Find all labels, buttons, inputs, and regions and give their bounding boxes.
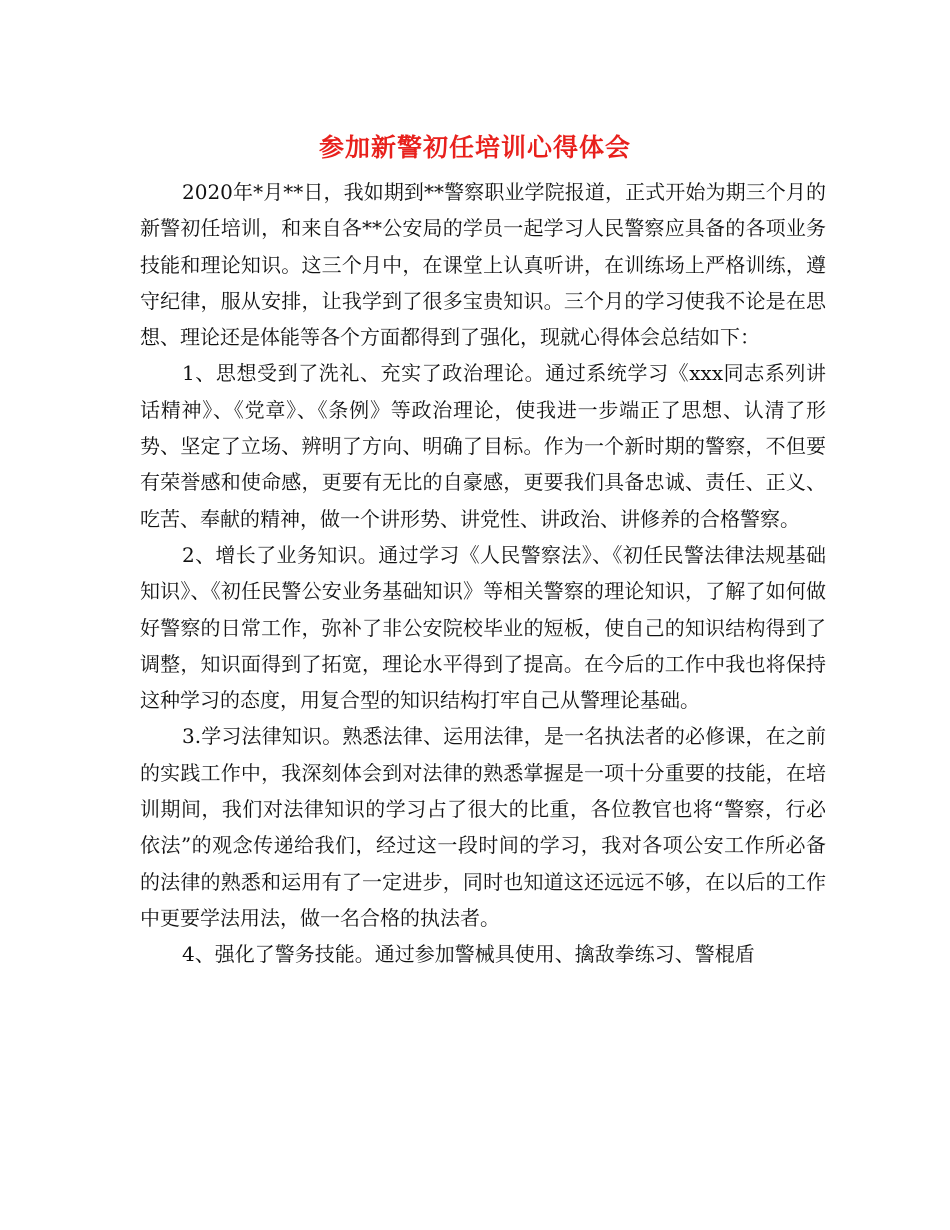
document-body — [140, 174, 826, 973]
paragraph-business-knowledge: 2、增长了业务知识。通过学习《人民警察法》、《初任民警法律法规基础知识》、《初任民警公安业务基础知识》等相关警察的理论知识，了解了如何做好警察的日常工作，弥补了非公安院校毕业的短板，使自己的知识结构得到了调整，知识面得到了拓宽，理论水平得到了提高。在今后的工作中我也将保持这种学习的态度，用复合型的知识结构打牢自己从警理论基础。 — [140, 542, 826, 713]
paragraph-legal-knowledge: 3.学习法律知识。熟悉法律、运用法律，是一名执法者的必修课，在之前的实践工作中，我深刻体会到对法律的熟悉掌握是一项十分重要的技能，在培训期间，我们对法律知识的学习占了很大的比重，各位教官也将“警察，行必依法”的观念传递给我们，经过这一段时间的学习，我对各项公安工作所必备的法律的熟悉和运用有了一定进步，同时也知道这还远远不够，在以后的工作中更要学法用法，做一名合格的执法者。 — [140, 724, 826, 930]
document-title: 参加新警初任培训心得体会 — [318, 133, 631, 162]
paragraph-police-skills: 4、强化了警务技能。通过参加警械具使用、擒敌拳练习、警棍盾 — [182, 942, 755, 967]
paragraph-political-theory: 1、思想受到了洗礼、充实了政治理论。通过系统学习《xxx同志系列讲话精神》、《党章》、《条例》等政治理论，使我进一步端正了思想、认清了形势、坚定了立场、辨明了方向、明确了目标。作为一个新时期的警察，不但要有荣誉感和使命感，更要有无比的自豪感，更要我们具备忠诚、责任、正义、吃苦、奉献的精神，做一个讲形势、讲党性、讲政治、讲修养的合格警察。 — [140, 361, 826, 531]
paragraph-intro: 2020年*月**日，我如期到**警察职业学院报道，正式开始为期三个月的新警初任培训，和来自各**公安局的学员一起学习人民警察应具备的各项业务技能和理论知识。这三个月中，在课堂上认真听讲，在训练场上严格训练，遵守纪律，服从安排，让我学到了很多宝贵知识。三个月的学习使我不论是在思想、理论还是体能等各个方面都得到了强化，现就心得体会总结如下： — [140, 180, 826, 350]
